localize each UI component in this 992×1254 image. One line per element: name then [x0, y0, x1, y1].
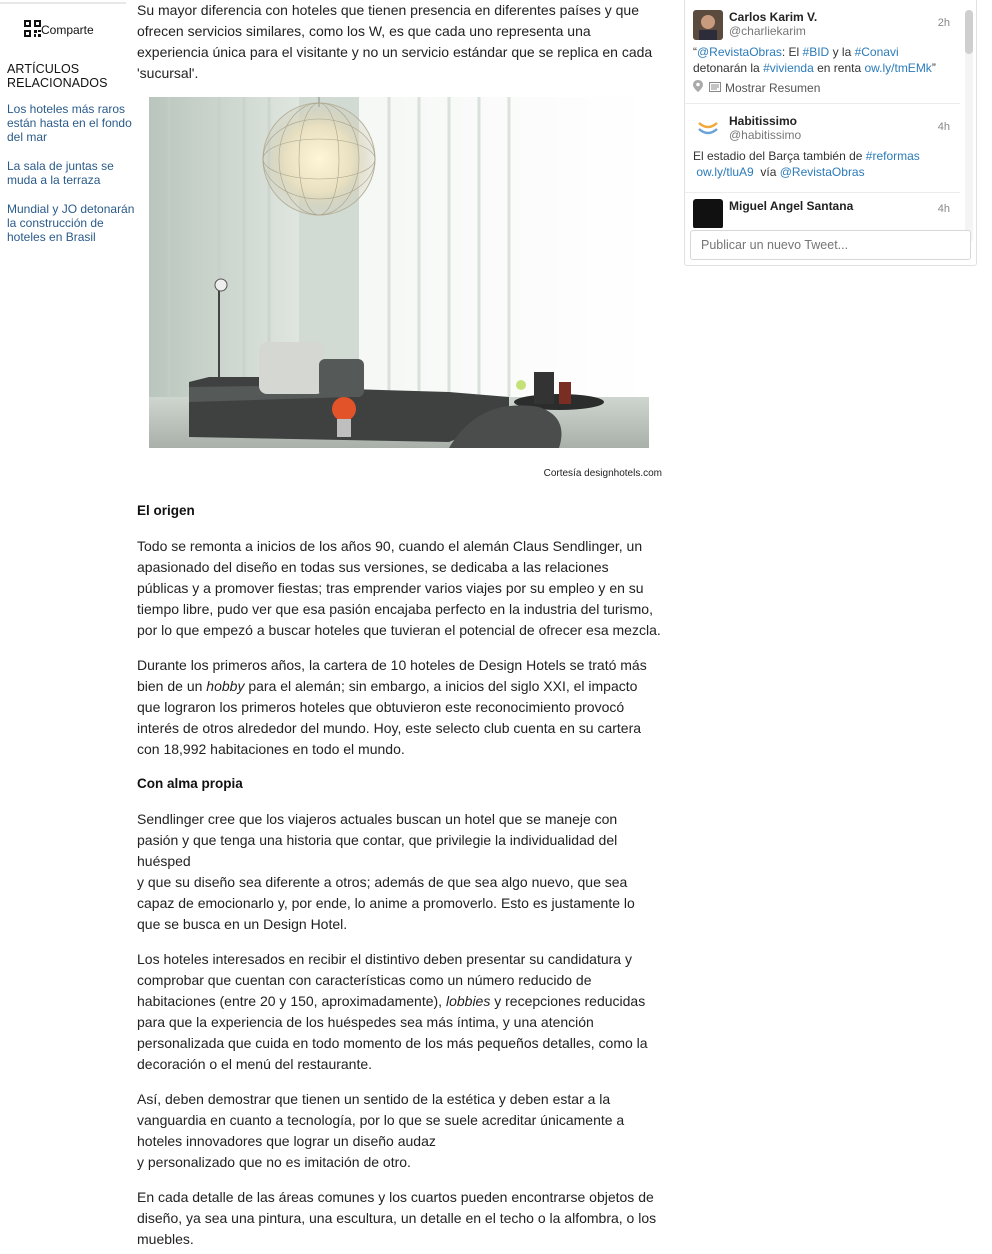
section-heading-origen: El origen — [137, 503, 195, 518]
share-label: Comparte — [41, 23, 94, 37]
paragraph: Sendlinger cree que los viajeros actuales buscan un hotel que se maneje con pasión y que tenga una historia que contar, que privilegie la individualidad del huésped y que su diseño sea diferente a otros; además de que sea algo nuevo, que sea capaz de emocionarlo y, por ende, lo anime a promoverlo. Esto es justamente lo que se busca en un Design Hotel. — [137, 811, 635, 932]
url-link[interactable]: ow.ly/tluA9 — [696, 165, 754, 179]
scrollbar-thumb[interactable] — [965, 10, 973, 54]
tweet[interactable] — [685, 0, 960, 104]
avatar[interactable] — [693, 10, 723, 40]
hashtag-link[interactable]: #vivienda — [763, 61, 814, 75]
tweet-author-name[interactable]: Habitissimo — [729, 114, 798, 128]
mention-link[interactable]: @RevistaObras — [697, 45, 782, 59]
related-articles-list — [7, 102, 135, 259]
divider — [0, 2, 126, 4]
article-intro: Su mayor diferencia con hoteles que tienen presencia en diferentes países y que ofrecen servicios similares, como los W, es que cada uno representa una experiencia única para el visitante y no un servicio estándar que se replica en cada 'sucursal'. — [137, 2, 653, 81]
paragraph: Así, deben demostrar que tienen un sentido de la estética y deben estar a la vanguardia en cuanto a tecnología, por lo que se suele acreditar únicamente a hoteles innovadores que lograr un diseño audaz y personalizado que no es imitación de otro. — [137, 1091, 625, 1170]
avatar[interactable] — [693, 114, 723, 144]
tweet-text: El estadio del Barça también de #reformas ow.ly/tluA9 vía @RevistaObras — [693, 149, 920, 179]
twitter-timeline-widget — [684, 0, 977, 266]
compose-tweet-input[interactable] — [690, 230, 971, 260]
tweet-author-name[interactable]: Miguel Angel Santana — [729, 199, 854, 213]
related-article-link[interactable]: La sala de juntas se muda a la terraza — [7, 159, 114, 187]
avatar[interactable] — [693, 199, 723, 228]
tweet-timestamp[interactable]: 4h — [937, 121, 950, 133]
url-link[interactable]: ow.ly/tmEMk — [864, 61, 932, 75]
qr-code-icon — [24, 20, 41, 37]
paragraph: Los hoteles interesados en recibir el distintivo deben presentar su candidatura y comprobar que cuentan con características como un número reducido de habitaciones (entre 20 y 150, aproximadamente), lobbies y recepciones reducidas para que la experiencia de los huéspedes sea más íntima, y una atención personalizada que cuida en todo momento de los más pequeños detalles, como la decoración o el menú del restaurante. — [137, 951, 648, 1072]
tweet-author-handle[interactable]: @charliekarim — [729, 24, 806, 38]
tweet-author-name[interactable]: Carlos Karim V. — [729, 10, 818, 24]
tweet[interactable] — [685, 193, 960, 228]
hashtag-link[interactable]: #reformas — [865, 149, 920, 163]
tweet-text: “@RevistaObras: El #BID y la #Conavi detonarán la #vivienda en renta ow.ly/tmEMk” — [693, 45, 936, 75]
tweet-timestamp[interactable]: 2h — [937, 17, 950, 29]
tweet-timestamp[interactable]: 4h — [937, 203, 950, 215]
tweet-author-handle[interactable]: @habitissimo — [729, 128, 802, 142]
section-heading-alma: Con alma propia — [137, 776, 243, 791]
tweet-list[interactable] — [685, 0, 960, 228]
hashtag-link[interactable]: #Conavi — [854, 45, 899, 59]
paragraph: Todo se remonta a inicios de los años 90, cuando el alemán Claus Sendlinger, un apasionado del diseño en todas sus versiones, se dedicaba a las relaciones públicas y a promover fiestas; tras emprender varios viajes por su empleo y en su tiempo libre, pudo ver que esa pasión encajaba perfecto en la industria del turismo, por lo que empezó a buscar hoteles que tuvieran el potencial de ofrecer esa mezcla. — [137, 538, 661, 638]
mention-link[interactable]: @RevistaObras — [779, 165, 865, 179]
photo-caption: Cortesía designhotels.com — [543, 468, 662, 479]
paragraph: Durante los primeros años, la cartera de 10 hoteles de Design Hotels se trató más bien de un hobby para el alemán; sin embargo, a inicios del siglo XXI, el impacto que lograron los primeros hoteles que obtuvieron este reconocimiento provocó interés de otros alrededor del mundo. Hoy, este selecto club cuenta en su cartera con 18,992 habitaciones en todo el mundo. — [137, 657, 647, 757]
show-summary-button[interactable]: Mostrar Resumen — [725, 80, 821, 95]
hashtag-link[interactable]: #BID — [802, 45, 830, 59]
hotel-room-photo — [149, 97, 649, 448]
timeline-scrollbar[interactable] — [965, 10, 973, 242]
share-button[interactable] — [24, 20, 94, 37]
related-article-link[interactable]: Mundial y JO detonarán la construcción de hoteles en Brasil — [7, 202, 135, 244]
tweet[interactable] — [685, 104, 960, 193]
summary-card-icon — [709, 81, 721, 95]
location-pin-icon — [693, 80, 703, 95]
related-article-link[interactable]: Los hoteles más raros están hasta en el fondo del mar — [7, 102, 132, 144]
related-articles-title: ARTÍCULOS RELACIONADOS — [7, 62, 108, 90]
paragraph: En cada detalle de las áreas comunes y los cuartos pueden encontrarse objetos de diseño, ya sea una pintura, una escultura, un detalle en el techo o la alfombra, o los muebles. — [137, 1189, 657, 1247]
